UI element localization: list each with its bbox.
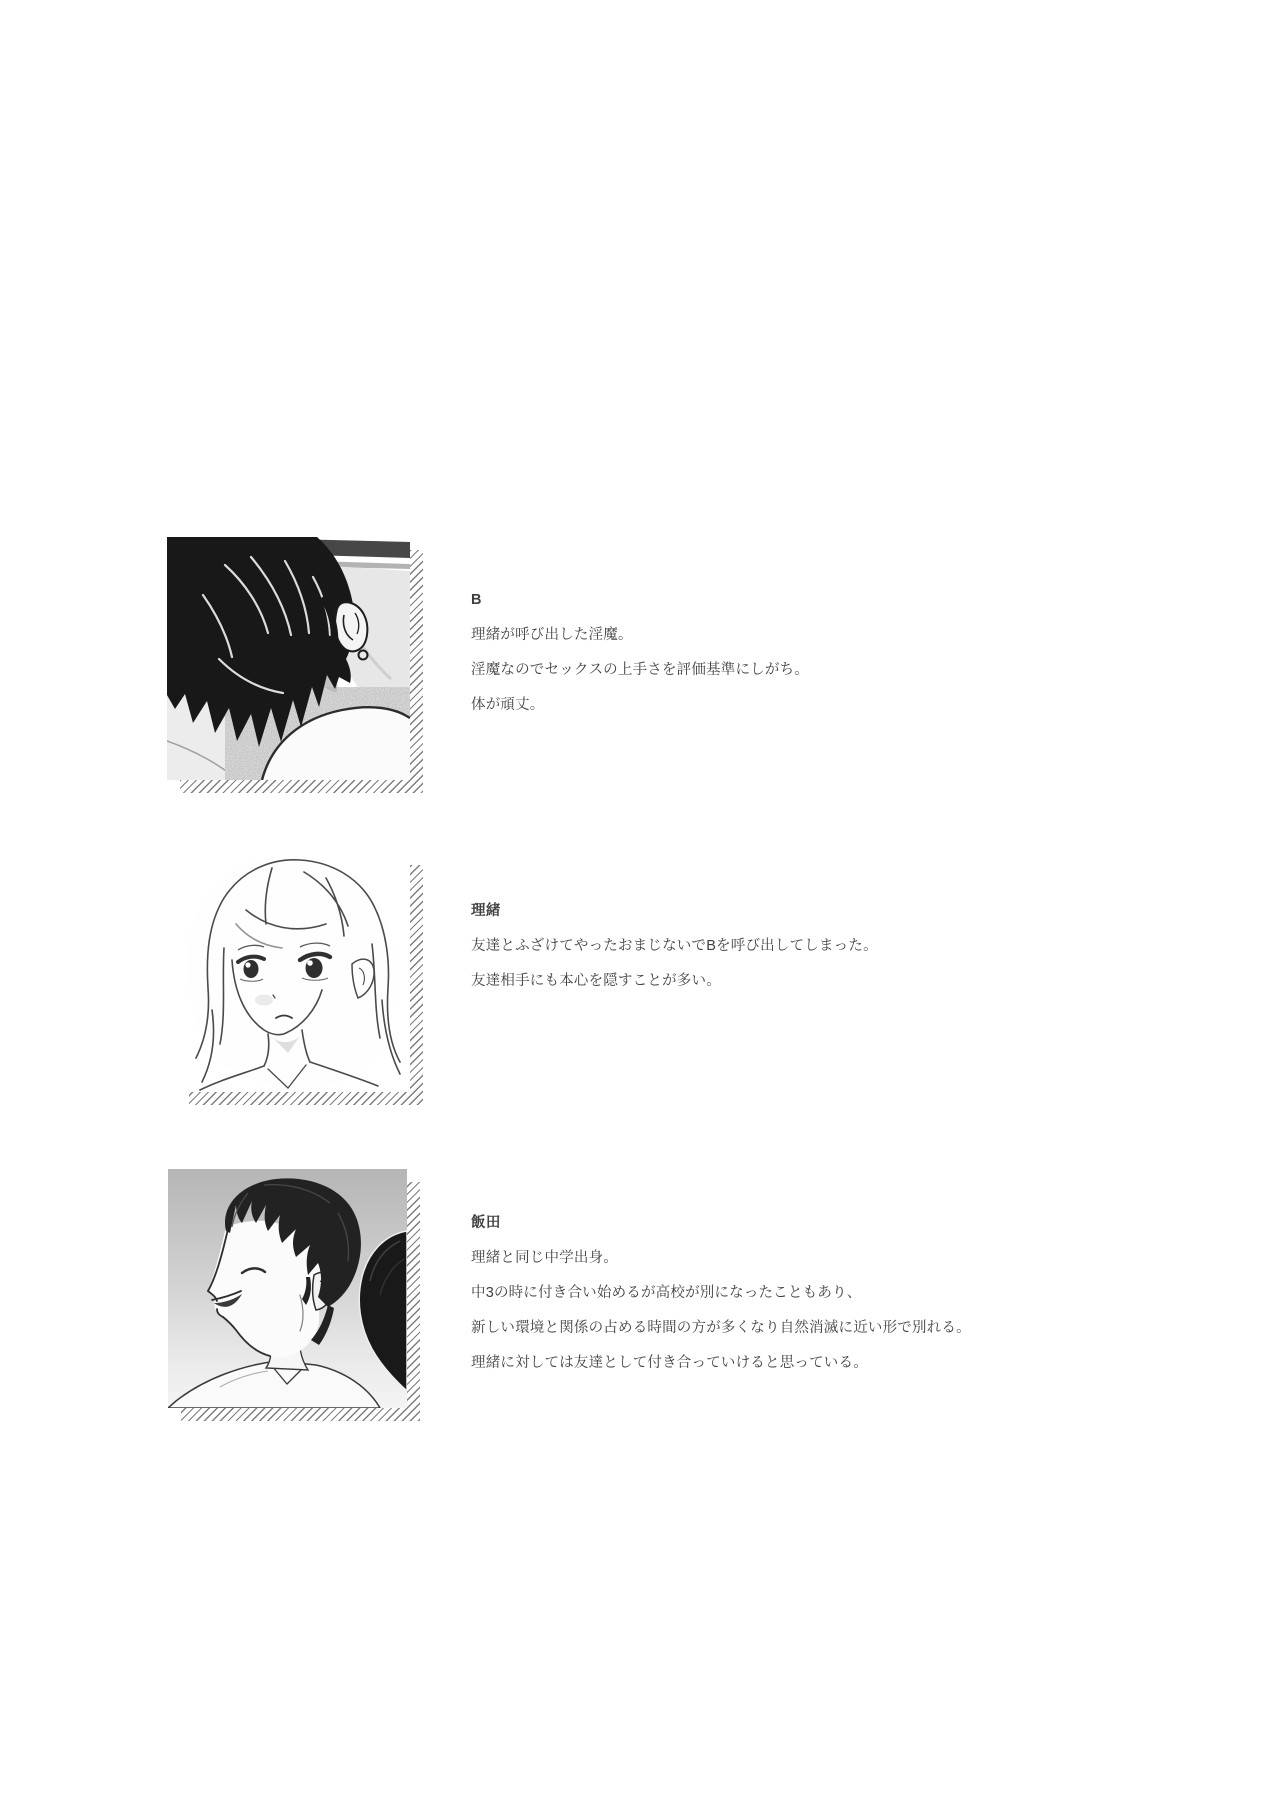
description-line: 理緒が呼び出した淫魔。 [471,627,633,643]
portrait-b [167,537,410,780]
character-name: 理緒 [471,903,501,919]
portrait-rio-illustration [176,852,410,1092]
profile-text-b [471,592,809,732]
profile-text-rio [471,903,878,1008]
portrait-iida [168,1169,407,1408]
character-name: B [471,592,482,608]
description-line: 淫魔なのでセックスの上手さを評価基準にしがち。 [471,662,809,678]
portrait-canvas [167,537,410,780]
description-line: 友達相手にも本心を隠すことが多い。 [471,973,721,989]
description-line: 体が頑丈。 [471,697,545,713]
portrait-canvas [168,1169,407,1408]
description-line: 新しい環境と関係の占める時間の方が多くなり自然消滅に近い形で別れる。 [471,1320,971,1336]
description-line: 理緒と同じ中学出身。 [471,1250,618,1266]
description-line: 理緒に対しては友達として付き合っていけると思っている。 [471,1355,868,1371]
description-line: 中3の時に付き合い始めるが高校が別になったこともあり、 [471,1285,862,1301]
portrait-iida-illustration [168,1169,407,1408]
character-name: 飯田 [471,1215,501,1231]
portrait-canvas [176,852,410,1092]
portrait-rio [176,852,410,1092]
description-line: 友達とふざけてやったおまじないでBを呼び出してしまった。 [471,938,878,954]
portrait-b-illustration [167,537,410,780]
profile-text-iida [471,1215,971,1390]
